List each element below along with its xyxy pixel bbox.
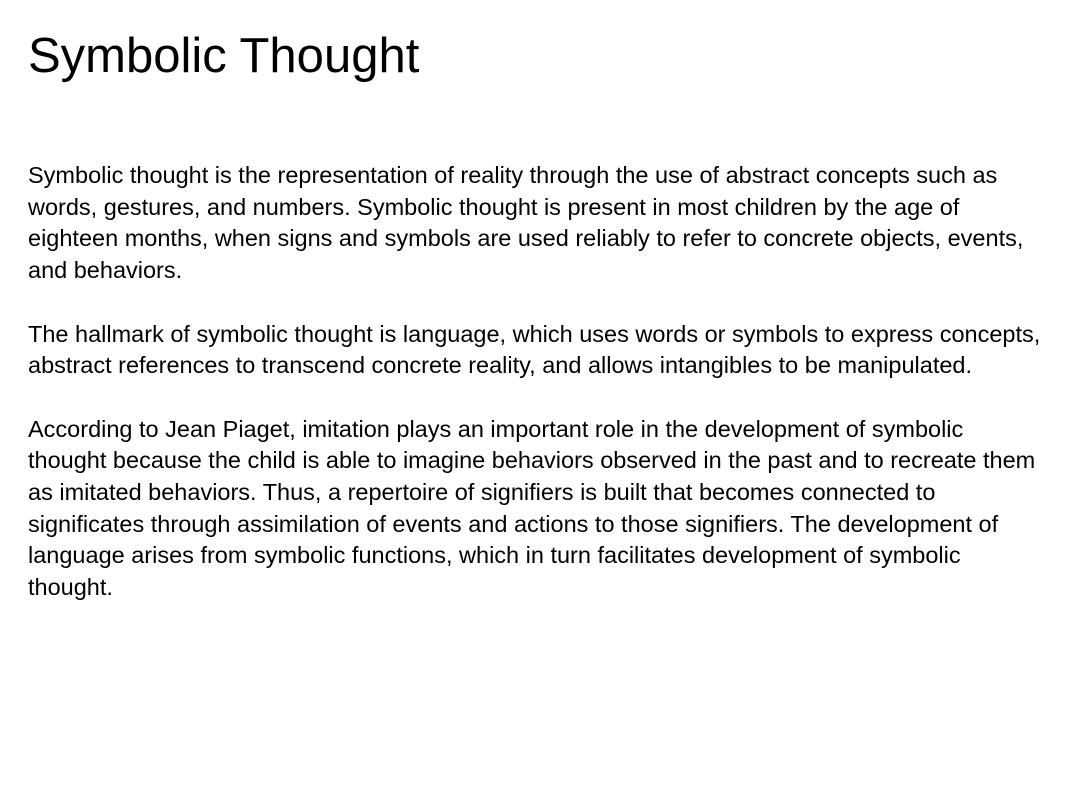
slide-body xyxy=(28,160,1048,604)
body-paragraph-language: The hallmark of symbolic thought is language, which uses words or symbols to express concepts, abstract references to transcend concrete reality, and allows intangibles to be manipulated. xyxy=(28,320,1041,379)
body-paragraph-definition: Symbolic thought is the representation of reality through the use of abstract concepts such as words, gestures, and numbers. Symbolic thought is present in most children by the age of eighteen months, when signs and symbols are used reliably to refer to concrete objects, events, and behaviors. xyxy=(28,162,1024,284)
body-paragraph-piaget: According to Jean Piaget, imitation plays an important role in the development of symbolic thought because the child is able to imagine behaviors observed in the past and to recreate them as imitated behaviors. Thus, a repertoire of signifiers is built that becomes connected to significates through assimilation of events and actions to those signifiers. The development of language arises from symbolic functions, which in turn facilitates development of symbolic thought. xyxy=(28,415,1036,601)
slide-title: Symbolic Thought xyxy=(28,29,420,83)
